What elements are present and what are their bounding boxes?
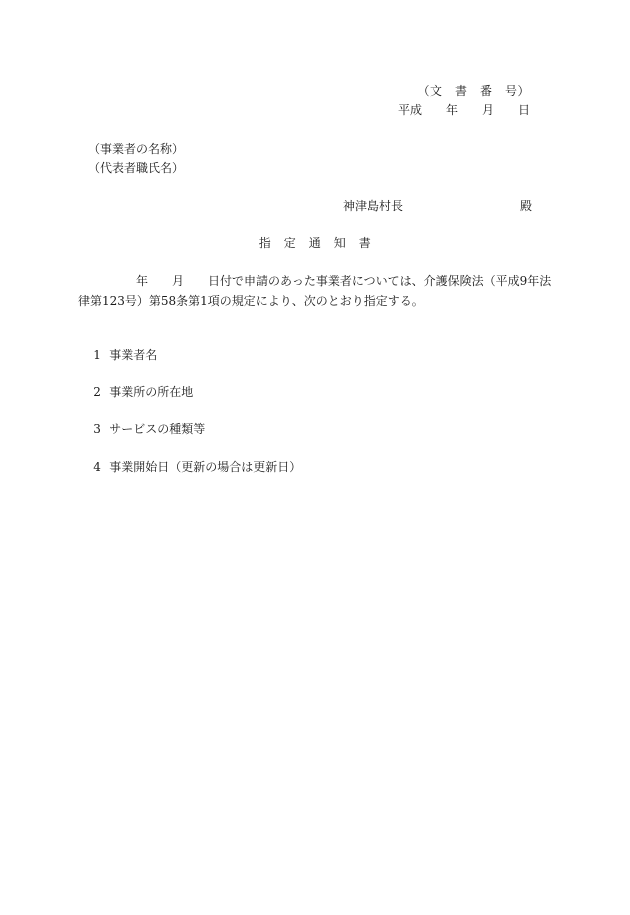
addressee-representative: （代表者職氏名） xyxy=(88,161,185,175)
honorific: 殿 xyxy=(520,199,533,213)
list-item xyxy=(78,443,301,491)
item-label: 事業開始日（更新の場合は更新日） xyxy=(109,460,302,474)
item-number: 1 xyxy=(93,348,101,362)
item-label: 事業者名 xyxy=(109,348,158,362)
document-title: 指 定 通 知 書 xyxy=(258,236,372,250)
item-label: サービスの種類等 xyxy=(109,422,206,436)
document-date: 平成 年 月 日 xyxy=(397,103,530,117)
addressee-business-name: （事業者の名称） xyxy=(88,142,185,156)
body-paragraph: 年 月 日付で申請のあった事業者については、介護保険法（平成9年法律第123号）第58条第1項の規定により、次のとおり指定する。 xyxy=(78,274,552,308)
item-label: 事業所の所在地 xyxy=(109,385,194,399)
item-number: 4 xyxy=(93,460,101,474)
item-number: 3 xyxy=(93,422,101,436)
item-number: 2 xyxy=(93,385,101,399)
document-number: （文 書 番 号） xyxy=(417,84,530,98)
sender-name: 神津島村長 xyxy=(343,199,404,213)
